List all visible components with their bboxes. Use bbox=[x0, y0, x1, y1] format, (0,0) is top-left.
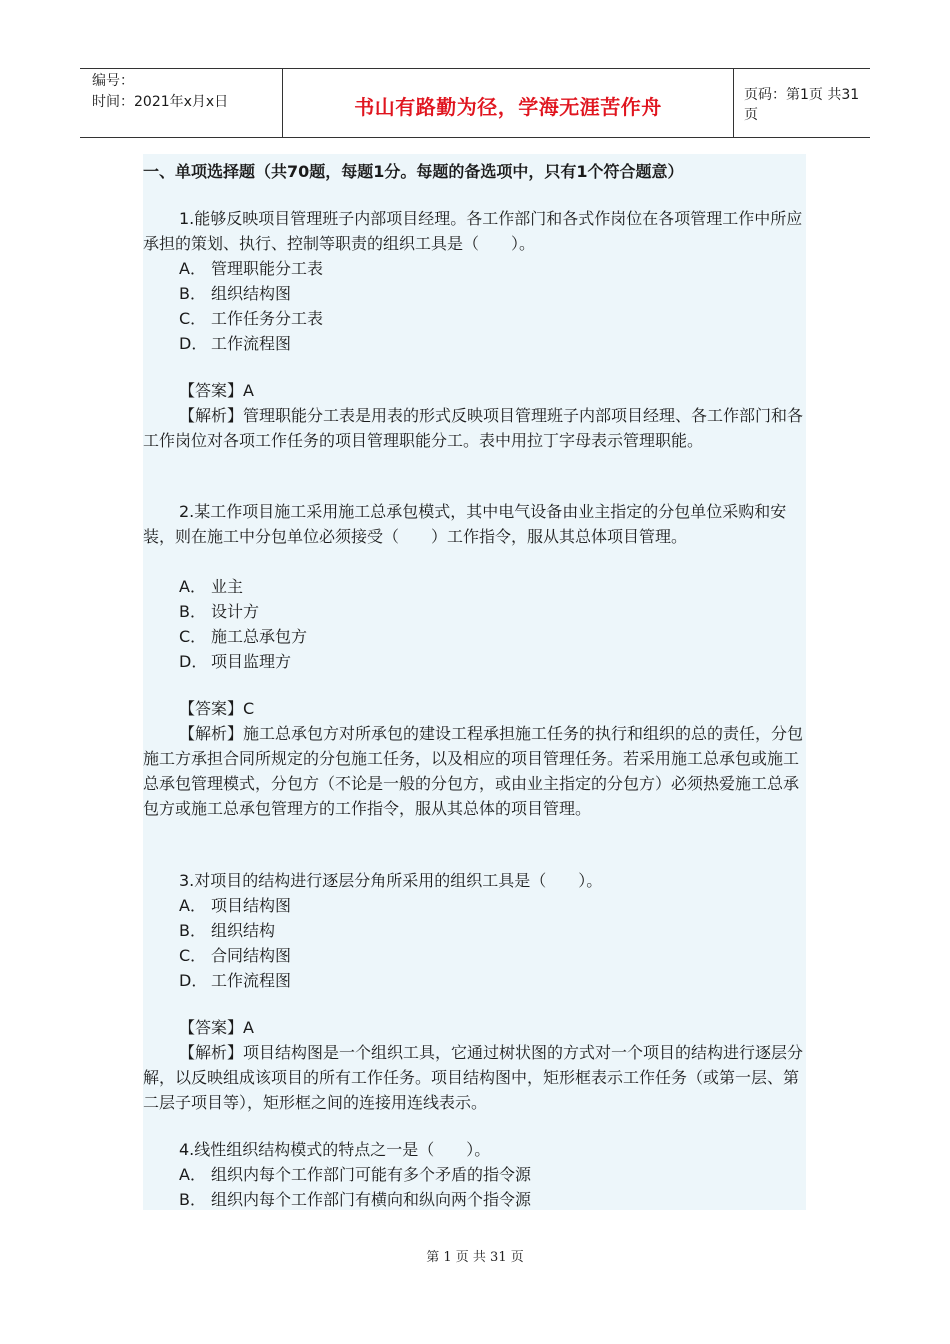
question-stem: 3.对项目的结构进行逐层分角所采用的组织工具是（ ）。 bbox=[179, 871, 603, 890]
option bbox=[179, 256, 323, 281]
option-letter: D． bbox=[179, 652, 208, 671]
option bbox=[179, 893, 291, 918]
question-content bbox=[143, 154, 806, 1210]
option bbox=[179, 306, 323, 331]
option bbox=[179, 331, 291, 356]
option bbox=[179, 624, 307, 649]
analysis: 【解析】项目结构图是一个组织工具，它通过树状图的方式对一个项目的结构进行逐层分解，以反映组成该项目的所有工作任务。项目结构图中，矩形框表示工作任务（或第一层、第二层子项目等），矩形框之间的连接用连线表示。 bbox=[143, 1043, 804, 1112]
page-footer: 第 1 页 共 31 页 bbox=[426, 1250, 524, 1265]
option-text: 项目结构图 bbox=[211, 896, 292, 915]
option-text: 设计方 bbox=[211, 602, 260, 621]
header-page-info-cell bbox=[734, 69, 870, 137]
option-text: 组织内每个工作部门可能有多个矛盾的指令源 bbox=[211, 1165, 532, 1184]
page-header bbox=[80, 68, 870, 138]
header-motto-cell bbox=[282, 69, 734, 137]
page-info: 页码：第1页 共31页 bbox=[744, 87, 860, 123]
analysis: 【解析】施工总承包方对所承包的建设工程承担施工任务的执行和组织的总的责任，分包施工方承担合同所规定的分包施工任务，以及相应的项目管理任务。若采用施工总承包或施工总承包管理模式，分包方（不论是一般的分包方，或由业主指定的分包方）必须热爱施工总承包方或施工总承包管理方的工作指令，服从其总体的项目管理。 bbox=[143, 724, 804, 818]
option-text: 组织内每个工作部门有横向和纵向两个指令源 bbox=[211, 1190, 532, 1209]
option-text: 工作流程图 bbox=[211, 971, 292, 990]
option-letter: A． bbox=[179, 259, 206, 278]
option-text: 工作流程图 bbox=[211, 334, 292, 353]
option-text: 组织结构图 bbox=[211, 284, 292, 303]
option-text: 业主 bbox=[211, 577, 244, 596]
option-letter: A． bbox=[179, 896, 206, 915]
option-letter: B． bbox=[179, 284, 206, 303]
option bbox=[179, 281, 291, 306]
option-text: 项目监理方 bbox=[211, 652, 292, 671]
question-stem: 1.能够反映项目管理班子内部项目经理。各工作部门和各式作岗位在各项管理工作中所应承担的策划、执行、控制等职责的组织工具是（ ）。 bbox=[143, 209, 803, 253]
answer: 【答案】A bbox=[179, 381, 254, 400]
answer: 【答案】C bbox=[179, 699, 255, 718]
time-label: 时间：2021年x月x日 bbox=[92, 94, 229, 110]
option-text: 管理职能分工表 bbox=[211, 259, 324, 278]
option bbox=[179, 1162, 531, 1187]
answer: 【答案】A bbox=[179, 1018, 254, 1037]
option-text: 组织结构 bbox=[211, 921, 276, 940]
option-letter: B． bbox=[179, 921, 206, 940]
option-text: 合同结构图 bbox=[211, 946, 292, 965]
option-letter: D． bbox=[179, 971, 208, 990]
option-letter: B． bbox=[179, 1190, 206, 1209]
option-letter: B． bbox=[179, 602, 206, 621]
option-letter: C． bbox=[179, 946, 207, 965]
option-letter: A． bbox=[179, 1165, 206, 1184]
option-text: 施工总承包方 bbox=[211, 627, 308, 646]
number-label: 编号： bbox=[92, 73, 134, 89]
option-text: 工作任务分工表 bbox=[211, 309, 324, 328]
option bbox=[179, 649, 291, 674]
option bbox=[179, 918, 275, 943]
option bbox=[179, 574, 243, 599]
option bbox=[179, 968, 291, 993]
option-letter: D． bbox=[179, 334, 208, 353]
question-stem: 4.线性组织结构模式的特点之一是（ ）。 bbox=[179, 1140, 491, 1159]
option bbox=[179, 943, 291, 968]
question-stem: 2.某工作项目施工采用施工总承包模式，其中电气设备由业主指定的分包单位采购和安装，则在施工中分包单位必须接受（ ）工作指令，服从其总体项目管理。 bbox=[143, 502, 787, 546]
option-letter: A． bbox=[179, 577, 206, 596]
option bbox=[179, 1187, 531, 1212]
option-letter: C． bbox=[179, 309, 207, 328]
option-letter: C． bbox=[179, 627, 207, 646]
section-title: 一、单项选择题（共70题，每题1分。每题的备选项中，只有1个符合题意） bbox=[143, 162, 684, 181]
header-meta bbox=[80, 69, 282, 137]
motto: 书山有路勤为径，学海无涯苦作舟 bbox=[354, 94, 662, 119]
option bbox=[179, 599, 259, 624]
analysis: 【解析】管理职能分工表是用表的形式反映项目管理班子内部项目经理、各工作部门和各工作岗位对各项工作任务的项目管理职能分工。表中用拉丁字母表示管理职能。 bbox=[143, 406, 804, 450]
